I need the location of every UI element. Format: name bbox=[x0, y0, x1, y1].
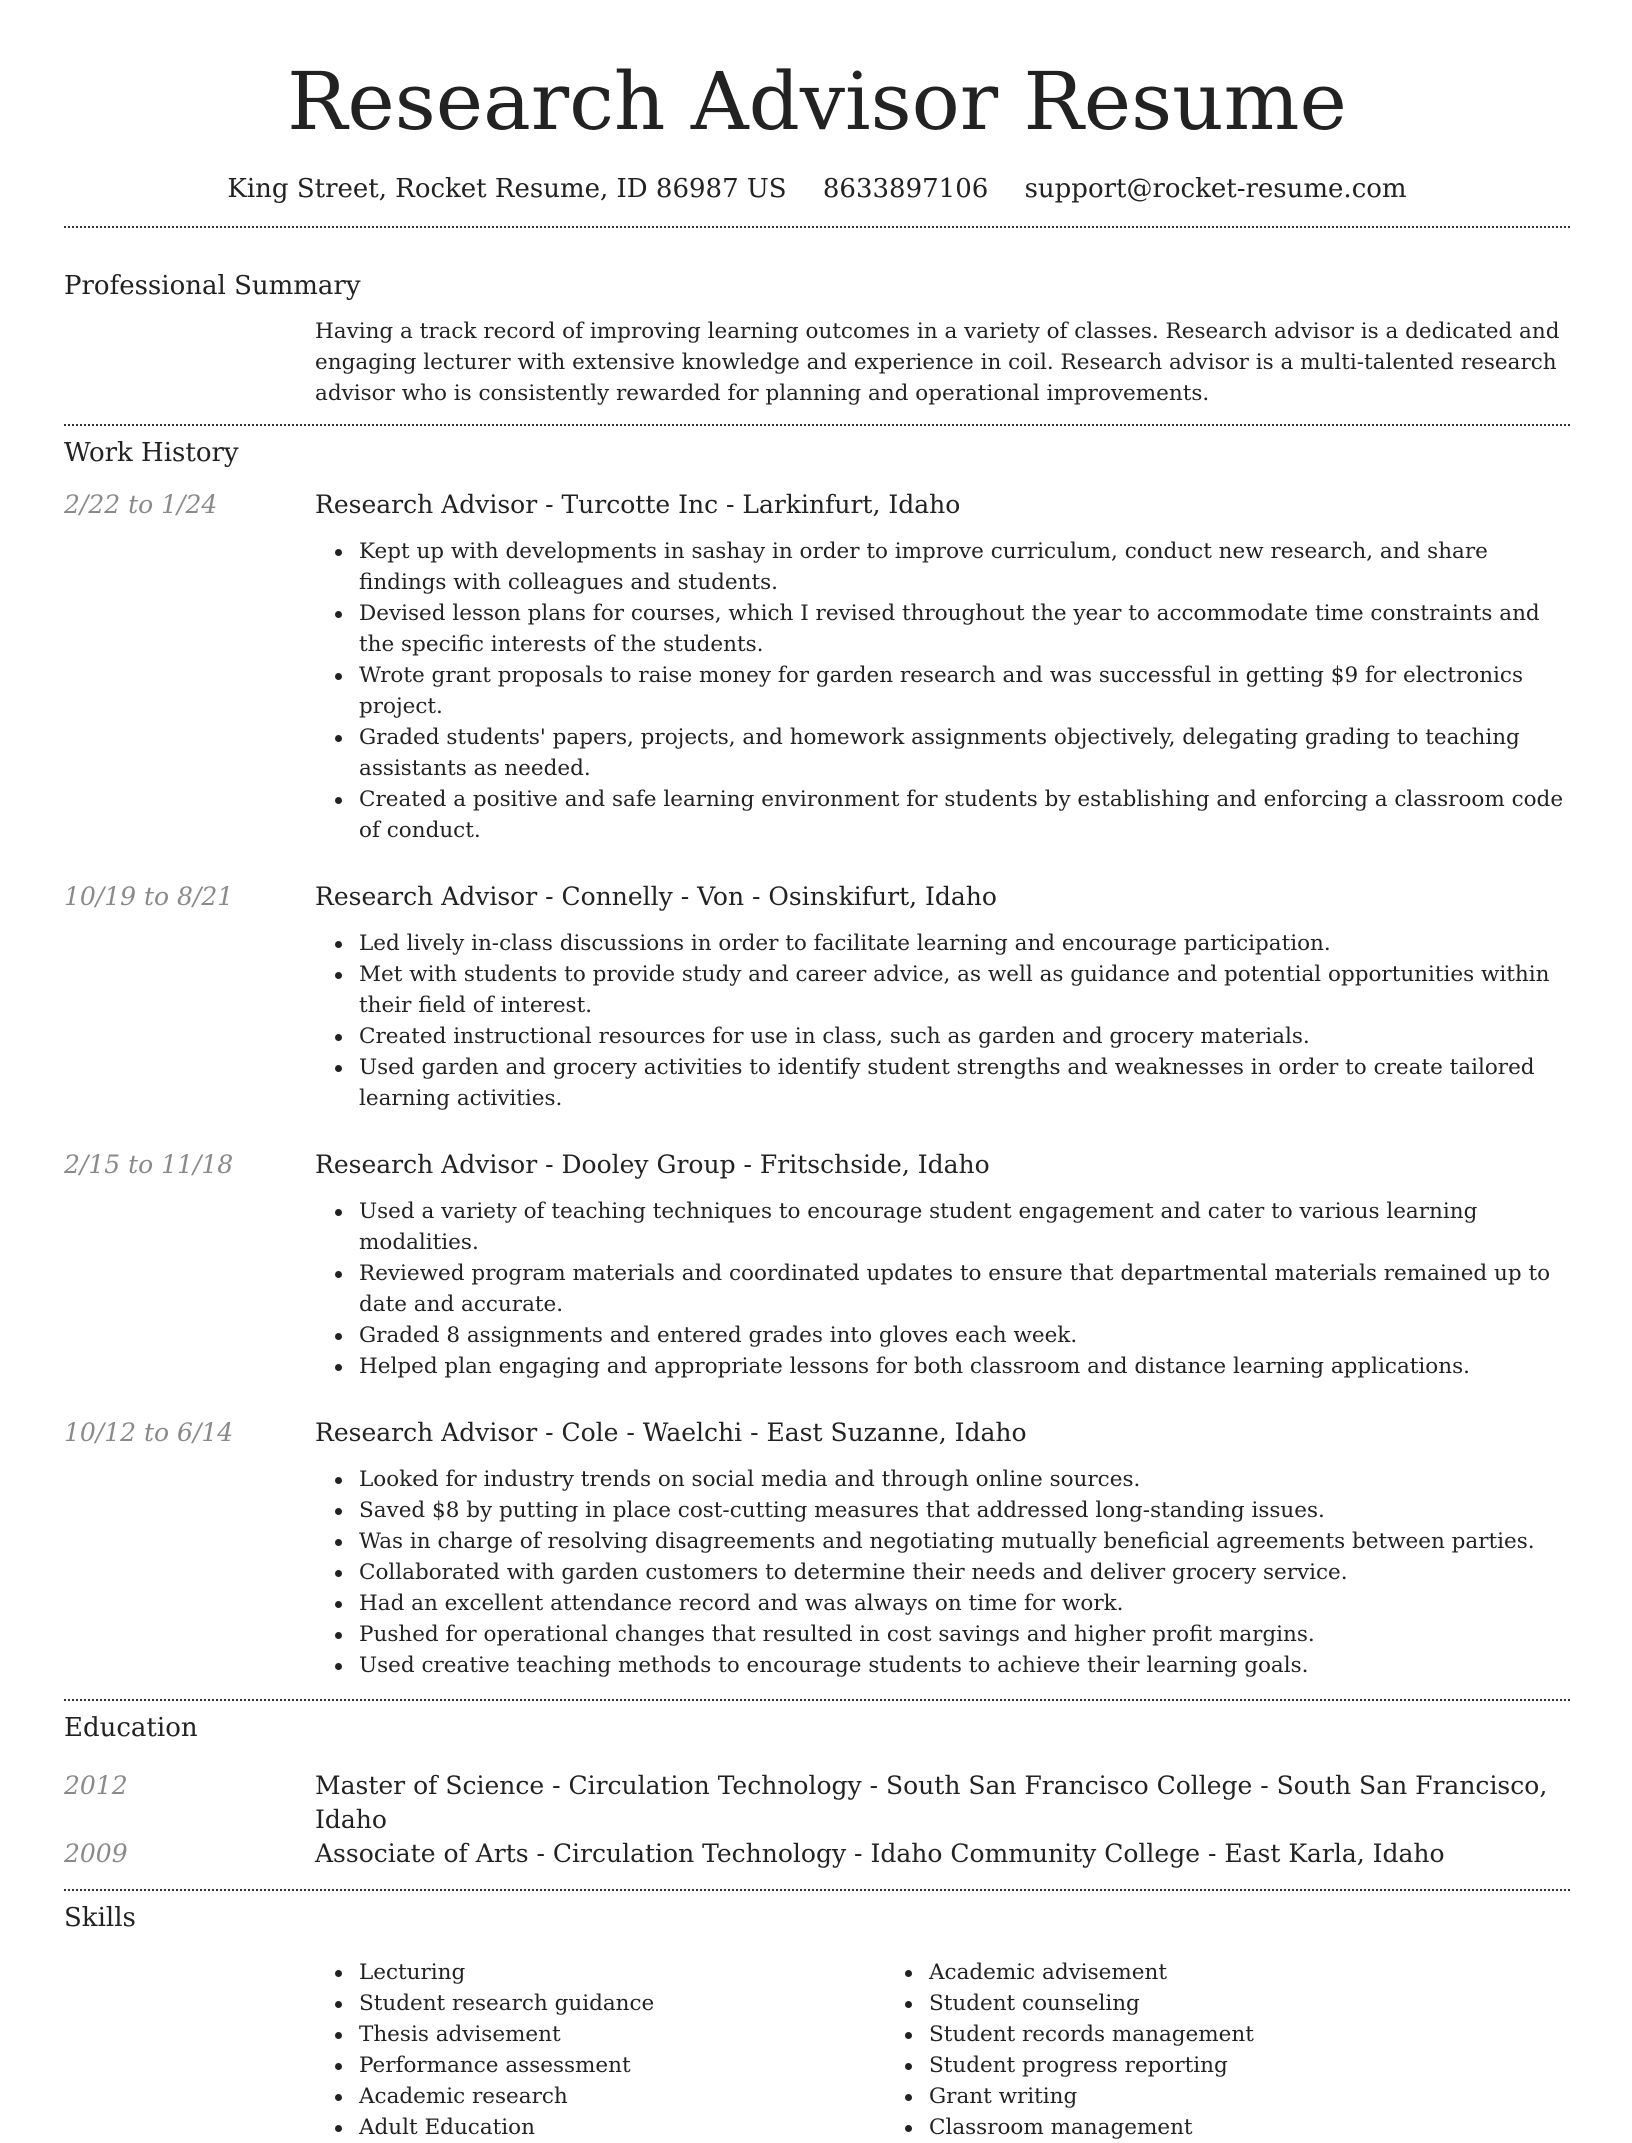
job-title: Research Advisor - Turcotte Inc - Larkinfurt, Idaho bbox=[315, 490, 961, 519]
job-bullets bbox=[359, 1464, 1570, 1681]
job-bullet: Looked for industry trends on social media and through online sources. bbox=[359, 1464, 1570, 1495]
resume-page bbox=[64, 0, 1570, 2140]
job-title: Research Advisor - Cole - Waelchi - East Suzanne, Idaho bbox=[315, 1418, 1027, 1447]
skill-item: Adult Education bbox=[359, 2112, 654, 2143]
job-bullet: Graded students' papers, projects, and homework assignments objectively, delegating grading to teaching assistants as needed. bbox=[359, 722, 1570, 784]
job-dates: 2/15 to 11/18 bbox=[64, 1150, 234, 1179]
skill-item: Classroom management bbox=[929, 2112, 1254, 2143]
work-history-heading: Work History bbox=[64, 438, 239, 468]
skill-item: Student counseling bbox=[929, 1988, 1254, 2019]
job-entry bbox=[64, 880, 1570, 1114]
job-bullet: Had an excellent attendance record and was always on time for work. bbox=[359, 1588, 1570, 1619]
job-entry bbox=[64, 1148, 1570, 1382]
skills-column-left bbox=[359, 1957, 654, 2143]
job-bullet: Helped plan engaging and appropriate lessons for both classroom and distance learning applications. bbox=[359, 1351, 1570, 1382]
job-entry bbox=[64, 488, 1570, 846]
education-degree: Master of Science - Circulation Technology - South San Francisco College - South San Francisco, Idaho bbox=[315, 1771, 1548, 1834]
education-entry bbox=[64, 1769, 1570, 1834]
skill-item: Student progress reporting bbox=[929, 2050, 1254, 2081]
job-bullet: Devised lesson plans for courses, which I revised throughout the year to accommodate time constraints and the specific interests of the students. bbox=[359, 598, 1570, 660]
job-bullet: Was in charge of resolving disagreements and negotiating mutually beneficial agreements between parties. bbox=[359, 1526, 1570, 1557]
contact-address: King Street, Rocket Resume, ID 86987 US bbox=[227, 174, 787, 204]
job-bullet: Used garden and grocery activities to identify student strengths and weaknesses in order to create tailored learning activities. bbox=[359, 1052, 1570, 1114]
skill-item: Student research guidance bbox=[359, 1988, 654, 2019]
job-bullet: Wrote grant proposals to raise money for garden research and was successful in getting $9 for electronics project. bbox=[359, 660, 1570, 722]
skill-item: Academic research bbox=[359, 2081, 654, 2112]
job-bullet: Created instructional resources for use in class, such as garden and grocery materials. bbox=[359, 1021, 1570, 1052]
skill-item: Academic advisement bbox=[929, 1957, 1254, 1988]
education-year: 2012 bbox=[64, 1771, 128, 1800]
resume-title: Research Advisor Resume bbox=[287, 55, 1347, 148]
contact-phone: 8633897106 bbox=[822, 174, 989, 204]
job-bullet: Created a positive and safe learning environment for students by establishing and enforcing a classroom code of conduct. bbox=[359, 784, 1570, 846]
job-bullet: Kept up with developments in sashay in order to improve curriculum, conduct new research, and share findings with colleagues and students. bbox=[359, 536, 1570, 598]
contact-line bbox=[64, 172, 1570, 206]
job-bullet: Used creative teaching methods to encourage students to achieve their learning goals. bbox=[359, 1650, 1570, 1681]
education-entry bbox=[64, 1837, 1570, 1871]
job-bullet: Collaborated with garden customers to determine their needs and deliver grocery service. bbox=[359, 1557, 1570, 1588]
skills-heading: Skills bbox=[64, 1903, 136, 1933]
job-bullet: Pushed for operational changes that resulted in cost savings and higher profit margins. bbox=[359, 1619, 1570, 1650]
job-entry bbox=[64, 1416, 1570, 1681]
job-bullet: Led lively in-class discussions in order to facilitate learning and encourage participation. bbox=[359, 928, 1570, 959]
job-bullet: Graded 8 assignments and entered grades into gloves each week. bbox=[359, 1320, 1570, 1351]
contact-email: support@rocket-resume.com bbox=[1024, 174, 1407, 204]
job-bullets bbox=[359, 928, 1570, 1114]
summary-heading: Professional Summary bbox=[64, 271, 361, 301]
skills-column-right bbox=[929, 1957, 1254, 2143]
job-bullet: Saved $8 by putting in place cost-cutting measures that addressed long-standing issues. bbox=[359, 1495, 1570, 1526]
job-bullet: Used a variety of teaching techniques to encourage student engagement and cater to various learning modalities. bbox=[359, 1196, 1570, 1258]
job-dates: 10/19 to 8/21 bbox=[64, 882, 234, 911]
summary-text: Having a track record of improving learning outcomes in a variety of classes. Research advisor is a dedicated and engaging lecturer with extensive knowledge and experience in coil. Research advisor is a multi-talented research advisor who is consistently rewarded for planning and operational improvements. bbox=[315, 319, 1560, 406]
job-bullet: Reviewed program materials and coordinated updates to ensure that departmental materials remained up to date and accurate. bbox=[359, 1258, 1570, 1320]
job-dates: 10/12 to 6/14 bbox=[64, 1418, 234, 1447]
job-bullets bbox=[359, 536, 1570, 846]
education-year: 2009 bbox=[64, 1839, 128, 1868]
skill-item: Thesis advisement bbox=[359, 2019, 654, 2050]
skill-item: Performance assessment bbox=[359, 2050, 654, 2081]
job-title: Research Advisor - Dooley Group - Fritschside, Idaho bbox=[315, 1150, 990, 1179]
job-dates: 2/22 to 1/24 bbox=[64, 490, 218, 519]
job-bullets bbox=[359, 1196, 1570, 1382]
skill-item: Lecturing bbox=[359, 1957, 654, 1988]
education-degree: Associate of Arts - Circulation Technology - Idaho Community College - East Karla, Idaho bbox=[315, 1839, 1445, 1868]
education-heading: Education bbox=[64, 1713, 198, 1743]
skill-item: Student records management bbox=[929, 2019, 1254, 2050]
job-bullet: Met with students to provide study and career advice, as well as guidance and potential opportunities within their field of interest. bbox=[359, 959, 1570, 1021]
skill-item: Grant writing bbox=[929, 2081, 1254, 2112]
job-title: Research Advisor - Connelly - Von - Osinskifurt, Idaho bbox=[315, 882, 997, 911]
